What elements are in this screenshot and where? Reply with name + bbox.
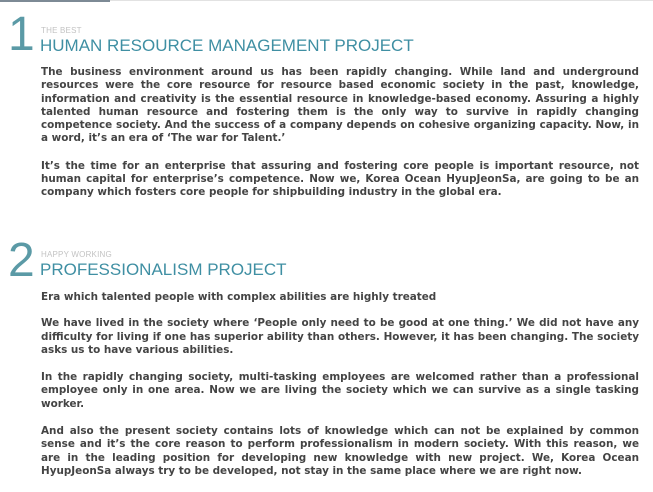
section-body — [41, 66, 639, 214]
section-title: HUMAN RESOURCE MANAGEMENT PROJECT — [40, 36, 414, 55]
paragraph: Era which talented people with complex abilities are highly treated — [41, 291, 437, 303]
section-title: PROFESSIONALISM PROJECT — [40, 260, 287, 279]
paragraph: We have lived in the society where ‘People only need to be good at one thing.’ We did not have any difficulty for living if one has superior ability than others. However, it has been changing. The society asks us to have various abilities. — [41, 317, 639, 356]
paragraph: The business environment around us has been rapidly changing. While land and underground resources were the core resource for resource based economic society in the past, knowledge, information and creativity is the essential resource in knowledge-based economy. Assuring a highly talented human resource and fostering them is the only way to survive in rapidly changing competence society. And the success of a company depends on cohesive organizing capacity. Now, in a word, it’s an era of ‘The war for Talent.’ — [41, 66, 639, 145]
section-sublabel: THE BEST — [41, 26, 82, 35]
paragraph: And also the present society contains lots of knowledge which can not be explained by common sense and it’s the core reason to perform professionalism in modern society. With this reason, we are in the leading position for developing new knowledge with new project. We, Korea Ocean HyupJeonSa always try to be developed, not stay in the same place where we are right now. — [41, 425, 639, 477]
section-number: 1 — [8, 8, 35, 61]
section-body — [41, 291, 639, 492]
paragraph: It’s the time for an enterprise that assuring and fostering core people is important resource, not human capital for enterprise’s competence. Now we, Korea Ocean HyupJeonSa, are going to be an company which fosters core people for shipbuilding industry in the global era. — [41, 159, 639, 199]
top-divider-accent — [0, 0, 110, 2]
section-number: 2 — [8, 234, 35, 287]
paragraph: In the rapidly changing society, multi-tasking employees are welcomed rather than a professional employee only in one area. Now we are living the society which we can survive as a single tasking worker. — [41, 371, 639, 410]
section-sublabel: HAPPY WORKING — [41, 250, 112, 259]
